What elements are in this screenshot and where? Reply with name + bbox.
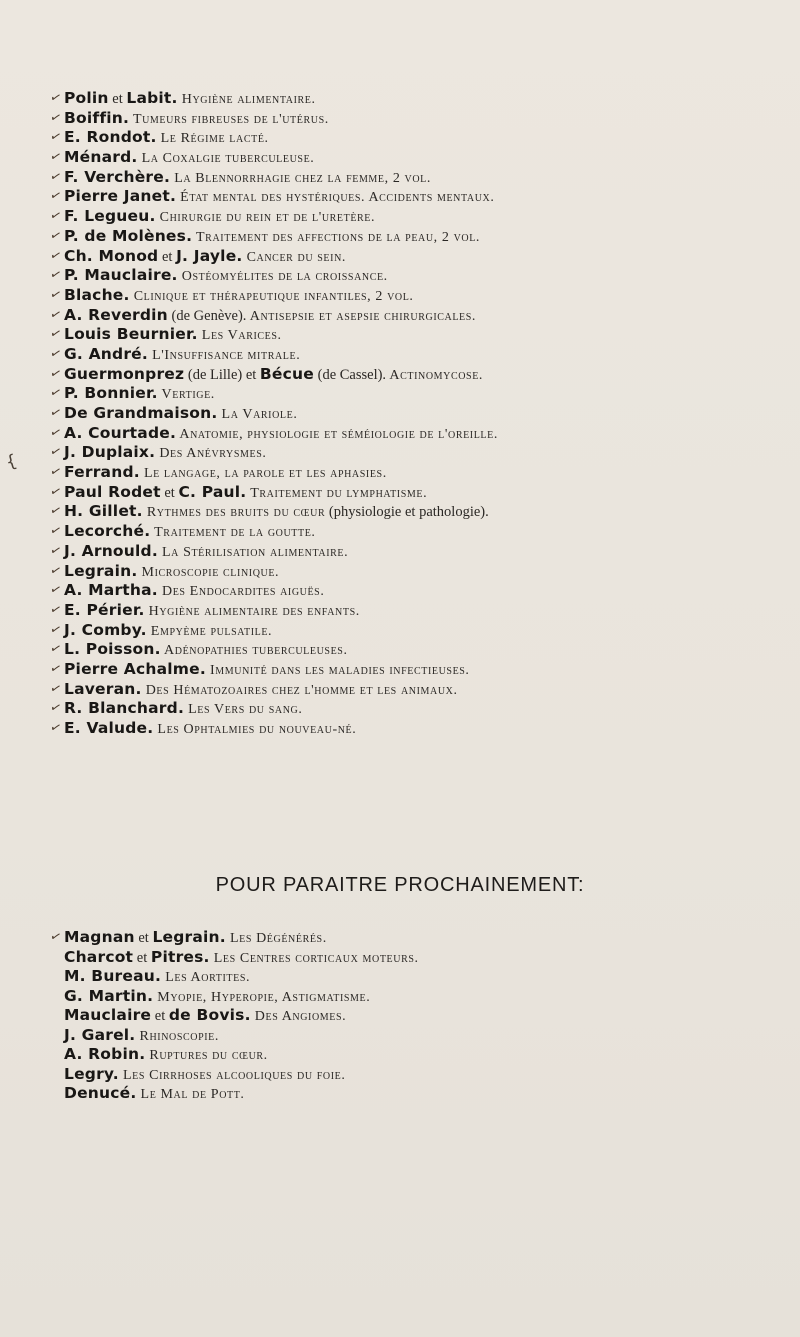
list-item: [47, 502, 792, 522]
entry-title: Hygiène alimentaire des enfants.: [144, 603, 360, 619]
entry-text: [52, 1065, 345, 1086]
entry-coauthor: Labit.: [126, 89, 178, 107]
entry-author: G. Martin.: [64, 986, 154, 1005]
entry-author: A. Robin.: [64, 1045, 146, 1063]
entry-text: [52, 325, 282, 346]
handwritten-check-mark: ✓: [47, 325, 63, 344]
entry-text: [52, 168, 431, 189]
entry-author: Paul Rodet: [64, 482, 161, 501]
entry-title: Vertige.: [157, 387, 215, 403]
list-item: [52, 1084, 792, 1104]
entry-text: [52, 967, 250, 988]
handwritten-check-mark: ✓: [47, 424, 63, 442]
entry-text: [52, 1045, 268, 1066]
handwritten-check-mark: ✓: [47, 621, 63, 639]
entry-author: J. Duplaix.: [64, 443, 156, 462]
handwritten-check-mark: ✓: [47, 109, 63, 127]
list-item: [47, 305, 792, 326]
handwritten-check-mark: ✓: [47, 365, 63, 383]
list-item: [47, 89, 792, 109]
handwritten-check-mark: ✓: [47, 247, 63, 265]
margin-bracket-mark: {: [3, 450, 20, 474]
entry-title: Des Anévrysmes.: [155, 446, 267, 462]
entry-text: [52, 187, 494, 208]
entry-text: [52, 948, 419, 969]
entry-text: [52, 680, 458, 701]
handwritten-check-mark: ✓: [47, 680, 63, 698]
entry-text: [52, 699, 302, 720]
list-item: [52, 987, 792, 1007]
entry-text: [52, 562, 279, 583]
entry-title: L'Insuffisance mitrale.: [147, 347, 301, 363]
entry-text: [52, 443, 266, 464]
entry-title: Microscopie clinique.: [137, 564, 280, 580]
entry-title: Le Régime lacté.: [156, 131, 269, 147]
entry-author: H. Gillet.: [64, 502, 143, 521]
entry-note: (de Cassel).: [313, 366, 387, 383]
entry-text: [52, 1006, 346, 1027]
list-item: [47, 285, 792, 306]
entry-title: Hygiène alimentaire.: [177, 92, 316, 107]
list-item: [47, 246, 792, 267]
list-item: [47, 148, 792, 168]
handwritten-check-mark: ✓: [47, 719, 63, 738]
entry-author: J. Arnould.: [64, 541, 158, 560]
entry-author: P. Bonnier.: [64, 384, 158, 403]
entry-text: [52, 148, 314, 169]
list-item: [47, 522, 792, 542]
entry-author: Blache.: [64, 285, 130, 304]
handwritten-check-mark: ✓: [47, 345, 63, 364]
entry-text: [52, 502, 489, 523]
handwritten-check-mark: ✓: [47, 148, 63, 167]
list-item: [52, 1006, 792, 1026]
entry-note: (physiologie et pathologie).: [325, 504, 489, 521]
entry-title: La Coxalgie tuberculeuse.: [137, 151, 315, 167]
entry-author: Denucé.: [64, 1084, 137, 1102]
entry-coauthor: J. Jayle.: [176, 246, 243, 265]
entry-author: Polin: [64, 89, 109, 107]
entry-author: J. Garel.: [64, 1025, 136, 1044]
entry-title: Traitement du lymphatisme.: [246, 485, 428, 501]
entry-author: Guermonprez: [64, 364, 185, 383]
entry-text: [52, 109, 329, 130]
list-item: [47, 167, 792, 188]
entry-title: Myopie, Hyperopie, Astigmatisme.: [153, 989, 371, 1005]
entry-author: E. Rondot.: [64, 128, 157, 147]
entry-text: [52, 306, 476, 327]
entry-coauthor: Legrain.: [152, 928, 226, 946]
entry-author: Pierre Achalme.: [64, 659, 206, 678]
entry-note: (de Genève).: [167, 307, 247, 324]
handwritten-check-mark: ✓: [47, 266, 63, 285]
handwritten-check-mark: ✓: [47, 187, 63, 206]
entry-title: Rythmes des bruits du cœur: [142, 505, 326, 521]
entry-author: J. Comby.: [64, 620, 147, 639]
handwritten-check-mark: ✓: [47, 928, 63, 947]
entry-text: [52, 365, 483, 386]
entry-author: F. Verchère.: [64, 167, 171, 186]
handwritten-check-mark: ✓: [47, 601, 63, 620]
entry-title: Le Mal de Pott.: [136, 1087, 245, 1102]
entry-title: Chirurgie du rein et de l'uretère.: [155, 210, 376, 226]
entry-title: Ostéomyélites de la croissance.: [177, 269, 388, 285]
list-item: [52, 1065, 792, 1085]
forthcoming-titles-list: [47, 928, 792, 1104]
list-item: [52, 967, 792, 987]
list-item: [47, 207, 792, 227]
entry-title: La Variole.: [217, 407, 298, 422]
entry-note: (de Lille) et: [184, 366, 260, 383]
list-item: [47, 404, 792, 424]
entry-title: Traitement des affections de la peau, 2 vol.: [192, 229, 481, 245]
entry-text: [52, 581, 324, 602]
forthcoming-heading: POUR PARAITRE PROCHAINEMENT:: [215, 874, 585, 896]
entry-note: et: [133, 949, 151, 966]
entry-author: Ferrand.: [64, 463, 140, 482]
handwritten-check-mark: ✓: [47, 404, 63, 423]
handwritten-check-mark: ✓: [47, 581, 63, 600]
handwritten-check-mark: ✓: [47, 463, 63, 482]
entry-author: E. Valude.: [64, 719, 154, 737]
entry-text: [52, 1026, 219, 1047]
entry-author: Pierre Janet.: [64, 187, 177, 206]
list-item: [52, 1045, 792, 1065]
entry-author: A. Martha.: [64, 581, 158, 600]
entry-text: [52, 621, 272, 642]
entry-coauthor: C. Paul.: [178, 482, 247, 501]
published-titles-list: [47, 89, 792, 739]
handwritten-check-mark: ✓: [47, 227, 63, 245]
list-item: [47, 266, 792, 286]
entry-text: [52, 542, 348, 563]
entry-title: Les Ophtalmies du nouveau-né.: [153, 722, 357, 737]
entry-author: Magnan: [64, 928, 135, 946]
entry-note: et: [151, 1008, 169, 1024]
entry-title: Les Centres corticaux moteurs.: [209, 950, 419, 966]
entry-text: [52, 424, 498, 445]
entry-author: Legrain.: [64, 561, 138, 580]
entry-coauthor: de Bovis.: [168, 1006, 251, 1024]
entry-text: [52, 483, 427, 504]
entry-text: [52, 1084, 245, 1105]
list-item: [47, 600, 792, 621]
handwritten-check-mark: ✓: [47, 384, 63, 403]
list-item: [47, 108, 792, 129]
entry-title: Ruptures du cœur.: [145, 1048, 268, 1063]
entry-title: Des Hématozoaires chez l'homme et les animaux.: [141, 682, 458, 698]
entry-coauthor: Bécue: [259, 364, 314, 383]
handwritten-check-mark: ✓: [47, 660, 63, 679]
entry-title: Rhinoscopie.: [135, 1028, 219, 1044]
handwritten-check-mark: ✓: [47, 699, 63, 718]
entry-text: [52, 660, 470, 681]
list-item: [47, 620, 792, 641]
entry-title: Les Vers du sang.: [184, 702, 303, 718]
entry-author: R. Blanchard.: [64, 699, 185, 718]
handwritten-check-mark: ✓: [47, 562, 63, 580]
handwritten-check-mark: ✓: [47, 640, 63, 659]
entry-author: Mauclaire: [64, 1006, 152, 1024]
entry-author: Ch. Monod: [64, 246, 159, 265]
list-item: [47, 928, 792, 948]
handwritten-check-mark: ✓: [47, 522, 63, 541]
list-item: [47, 423, 792, 444]
entry-title: Adénopathies tuberculeuses.: [160, 643, 348, 659]
list-item: [47, 699, 792, 719]
list-item: [52, 948, 792, 968]
entry-author: P. Mauclaire.: [64, 266, 178, 285]
list-item: [47, 344, 792, 365]
entry-text: [52, 404, 297, 425]
entry-author: G. André.: [64, 344, 148, 363]
entry-text: [52, 207, 375, 228]
entry-title: Le langage, la parole et les aphasies.: [139, 466, 387, 482]
list-item: [47, 187, 792, 207]
entry-author: P. de Molènes.: [64, 226, 193, 245]
entry-note: et: [160, 484, 179, 501]
handwritten-check-mark: ✓: [47, 286, 63, 305]
entry-author: Boiffin.: [64, 108, 130, 127]
list-item: [52, 1026, 792, 1046]
entry-author: M. Bureau.: [64, 967, 162, 985]
entry-note: et: [134, 930, 153, 946]
entry-title: Des Angiomes.: [250, 1009, 347, 1024]
entry-note: et: [158, 248, 177, 265]
entry-title: Anatomie, physiologie et séméiologie de l'oreille.: [176, 426, 498, 442]
handwritten-check-mark: ✓: [47, 443, 63, 462]
entry-author: Legry.: [64, 1064, 119, 1083]
entry-text: [52, 601, 360, 622]
entry-text: [52, 266, 388, 287]
list-item: [47, 384, 792, 404]
list-item: [47, 325, 792, 345]
entry-text: [52, 522, 316, 543]
entry-author: Laveran.: [64, 679, 142, 698]
handwritten-check-mark: ✓: [47, 168, 63, 186]
entry-title: Immunité dans les maladies infectieuses.: [205, 662, 470, 678]
list-item: [47, 364, 792, 385]
entry-author: Lecorché.: [64, 522, 151, 541]
handwritten-check-mark: ✓: [47, 542, 63, 560]
handwritten-check-mark: ✓: [47, 89, 63, 108]
list-item: [47, 581, 792, 601]
entry-text: [52, 247, 346, 268]
entry-title: Antisepsie et asepsie chirurgicales.: [246, 308, 477, 324]
handwritten-check-mark: ✓: [47, 306, 63, 324]
entry-title: Empyème pulsatile.: [146, 623, 273, 639]
entry-author: Charcot: [64, 947, 134, 966]
entry-coauthor: Pitres.: [150, 947, 210, 966]
list-item: [47, 443, 792, 463]
entry-title: Les Aortites.: [161, 970, 251, 985]
handwritten-check-mark: ✓: [47, 502, 63, 521]
handwritten-check-mark: ✓: [47, 128, 63, 147]
handwritten-check-mark: ✓: [47, 483, 63, 501]
entry-title: Des Endocardites aiguës.: [157, 584, 325, 600]
handwritten-check-mark: ✓: [47, 207, 63, 226]
entry-text: [52, 463, 387, 484]
entry-note: et: [108, 91, 127, 107]
entry-title: Clinique et thérapeutique infantiles, 2 vol.: [129, 288, 414, 304]
entry-text: [52, 928, 327, 949]
list-item: [47, 719, 792, 739]
entry-author: Louis Beurnier.: [64, 325, 198, 344]
entry-text: [52, 227, 480, 248]
list-item: [47, 128, 792, 148]
entry-text: [52, 128, 269, 149]
entry-title: Cancer du sein.: [242, 249, 346, 265]
list-item: [47, 561, 792, 582]
entry-title: Traitement de la goutte.: [150, 525, 316, 541]
entry-author: De Grandmaison.: [64, 404, 218, 422]
entry-text: [52, 384, 215, 405]
entry-title: Les Dégénérés.: [225, 931, 327, 946]
list-item: [47, 659, 792, 680]
entry-text: [52, 89, 316, 110]
entry-text: [52, 345, 300, 366]
list-item: [47, 463, 792, 483]
list-item: [47, 679, 792, 700]
entry-author: L. Poisson.: [64, 640, 161, 659]
entry-title: Les Cirrhoses alcooliques du foie.: [118, 1067, 346, 1083]
list-item: [47, 640, 792, 660]
entry-title: La Blennorrhagie chez la femme, 2 vol.: [170, 170, 431, 186]
entry-author: F. Legueu.: [64, 207, 156, 226]
entry-title: Les Varices.: [197, 328, 282, 344]
entry-author: E. Périer.: [64, 600, 145, 619]
entry-title: Tumeurs fibreuses de l'utérus.: [129, 111, 329, 127]
entry-text: [52, 987, 370, 1008]
entry-author: Ménard.: [64, 148, 138, 167]
entry-text: [52, 640, 348, 661]
entry-text: [52, 719, 356, 740]
entry-title: État mental des hystériques. Accidents mentaux.: [176, 190, 495, 206]
list-item: [47, 541, 792, 562]
list-item: [47, 226, 792, 247]
entry-title: La Stérilisation alimentaire.: [157, 544, 349, 560]
entry-text: [52, 286, 414, 307]
entry-title: Actinomycose.: [386, 367, 484, 383]
entry-author: A. Courtade.: [64, 423, 177, 442]
entry-author: A. Reverdin: [64, 305, 168, 324]
list-item: [47, 482, 792, 503]
